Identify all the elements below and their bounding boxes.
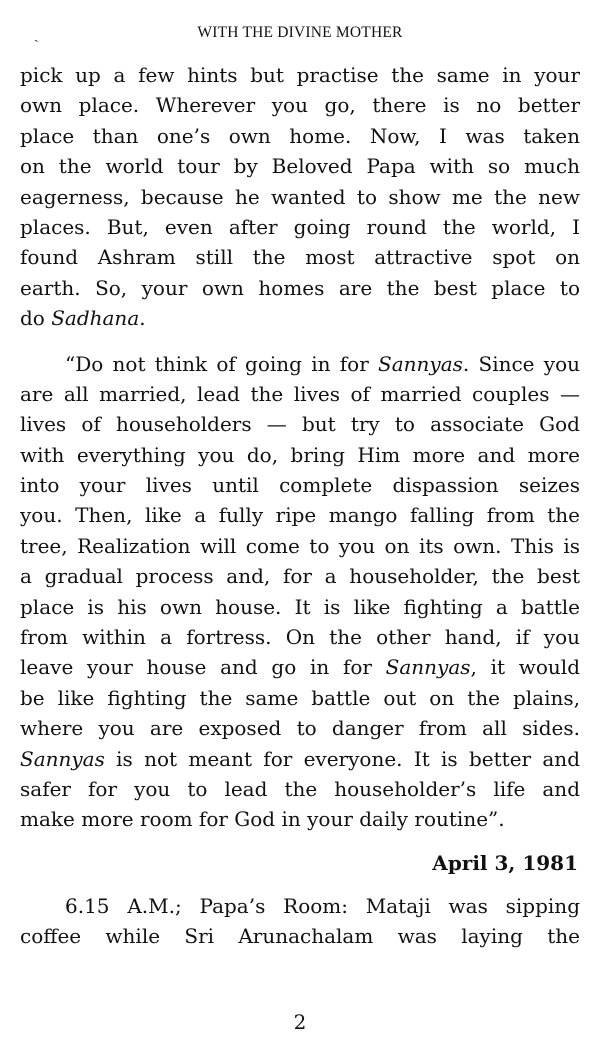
text-line: earth. So, your own homes are the best place to <box>20 275 580 300</box>
text-line: make more room for God in your daily routine”. <box>20 807 505 832</box>
body-text <box>20 60 580 952</box>
text-run: , it would <box>470 655 580 680</box>
text-line: be like fighting the same battle out on the plains, <box>20 685 580 710</box>
date-heading: April 3, 1981 <box>432 850 578 875</box>
text-line: 6.15 A.M.; Papa’s Room: Mataji was sipping <box>65 893 580 918</box>
text-run: is not meant for everyone. It is better and <box>104 746 580 771</box>
italic-term: Sannyas <box>385 655 471 680</box>
paragraph-2 <box>20 349 580 835</box>
text-line: pick up a few hints but practise the same in your <box>20 63 580 87</box>
text-line: you. Then, like a fully ripe mango falling from the <box>20 503 580 528</box>
section-gap <box>20 879 580 891</box>
text-line <box>20 744 580 774</box>
text-run: leave your house and go in for <box>20 655 386 680</box>
text-run: do <box>20 306 52 331</box>
section-gap <box>20 835 580 847</box>
paragraph-1 <box>20 60 580 334</box>
text-run: . <box>139 306 146 331</box>
italic-term: Sannyas <box>378 351 463 376</box>
text-line: own place. Wherever you go, there is no better <box>20 93 580 118</box>
text-line: places. But, even after going round the world, I <box>20 214 580 239</box>
text-run: “Do not think of going in for <box>65 351 379 376</box>
text-line: with everything you do, bring Him more and more <box>20 442 580 467</box>
text-line: eagerness, because he wanted to show me the new <box>20 184 580 209</box>
text-line <box>20 652 580 682</box>
text-line: are all married, lead the lives of married couples — <box>20 381 580 406</box>
text-line: coffee while Sri Arunachalam was laying the <box>20 924 580 949</box>
text-line: on the world tour by Beloved Papa with so much <box>20 154 580 179</box>
italic-term: Sadhana <box>51 306 140 331</box>
text-line: place is his own house. It is like fighting a battle <box>20 594 580 619</box>
running-head: WITH THE DIVINE MOTHER <box>197 24 403 41</box>
text-line <box>20 303 580 333</box>
text-line: into your lives until complete dispassion seizes <box>20 473 580 498</box>
text-line: found Ashram still the most attractive spot on <box>20 245 580 270</box>
text-line: tree, Realization will come to you on its own. This is <box>20 533 580 558</box>
paragraph-3 <box>20 891 580 952</box>
text-line: where you are exposed to danger from all sides. <box>20 716 580 741</box>
text-line: from within a fortress. On the other hand, if you <box>20 625 580 650</box>
text-line: lives of householders — but try to associate God <box>20 412 580 437</box>
italic-term: Sannyas <box>20 746 105 771</box>
page-number: 2 <box>293 1010 307 1034</box>
text-line: safer for you to lead the householder’s life and <box>20 776 580 801</box>
paragraph-gap <box>20 334 580 349</box>
text-line <box>20 349 580 379</box>
stray-mark: ˏ <box>34 27 39 43</box>
text-line: place than one’s own home. Now, I was taken <box>20 123 580 148</box>
text-run: . Since you <box>462 351 580 376</box>
text-line: a gradual process and, for a householder, the best <box>20 564 580 589</box>
